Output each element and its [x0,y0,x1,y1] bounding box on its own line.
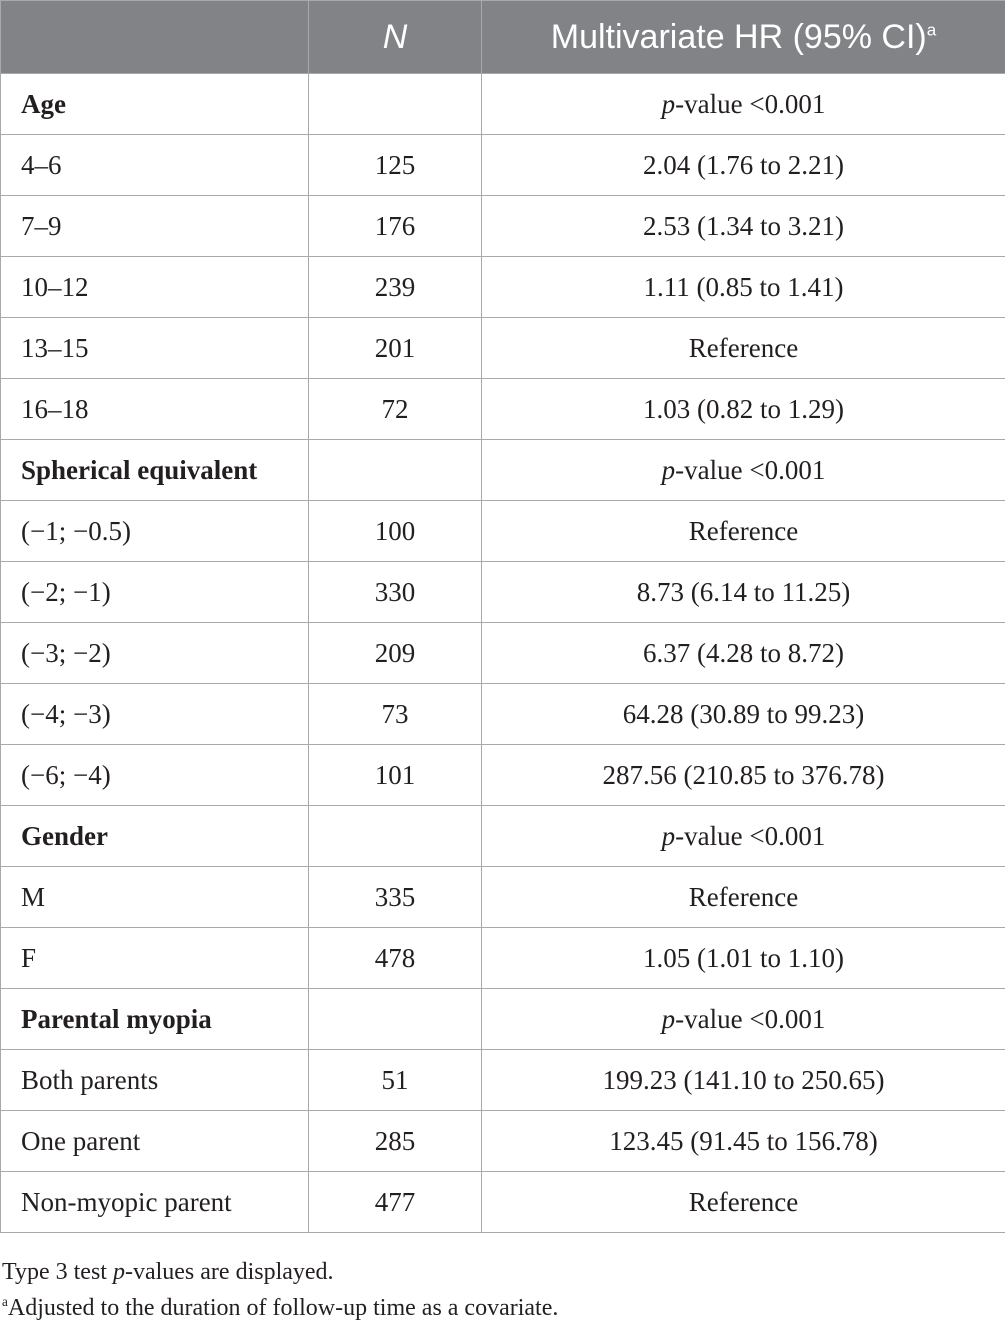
p-value-text: -value <0.001 [675,1003,826,1034]
row-label: Both parents [1,1050,309,1111]
row-label: (−3; −2) [1,623,309,684]
header-hr-text: Multivariate HR (95% CI) [550,17,927,56]
row-label: F [1,928,309,989]
row-hr: 199.23 (141.10 to 250.65) [482,1050,1005,1111]
table-row [1,501,1005,562]
row-n: 101 [309,745,482,806]
footnote-type3-p: p [112,1259,125,1285]
row-label: 7–9 [1,196,309,257]
p-italic: p [661,88,676,119]
section-p-value [482,989,1005,1050]
row-label: 10–12 [1,257,309,318]
row-hr: 8.73 (6.14 to 11.25) [482,562,1005,623]
row-hr: 2.04 (1.76 to 2.21) [482,135,1005,196]
section-n-empty [309,440,482,501]
table-row [1,745,1005,806]
footnote-type3 [2,1259,334,1286]
section-p-value [482,806,1005,867]
section-n-empty [309,806,482,867]
header-blank [1,1,309,74]
row-hr: 287.56 (210.85 to 376.78) [482,745,1005,806]
table-row [1,379,1005,440]
row-label: (−6; −4) [1,745,309,806]
row-n: 176 [309,196,482,257]
row-label: Non-myopic parent [1,1172,309,1233]
table-row [1,1050,1005,1111]
p-value-text: -value <0.001 [675,88,826,119]
row-label: 4–6 [1,135,309,196]
row-n: 478 [309,928,482,989]
row-label: (−2; −1) [1,562,309,623]
header-hr-footnote-mark: a [926,20,937,40]
table-header-row [1,1,1005,74]
section-header-row [1,989,1005,1050]
row-n: 330 [309,562,482,623]
table-row [1,928,1005,989]
p-value-text: -value <0.001 [675,454,826,485]
p-italic: p [661,820,676,851]
header-multivariate-hr [482,1,1005,74]
row-n: 201 [309,318,482,379]
table-row [1,1111,1005,1172]
row-label: 16–18 [1,379,309,440]
row-hr: 2.53 (1.34 to 3.21) [482,196,1005,257]
table-row [1,1172,1005,1233]
section-n-empty [309,74,482,135]
row-n: 239 [309,257,482,318]
row-hr: Reference [482,318,1005,379]
footnote-type3-pre: Type 3 test [2,1259,113,1285]
row-label: One parent [1,1111,309,1172]
p-italic: p [661,1003,676,1034]
row-n: 51 [309,1050,482,1111]
section-title: Spherical equivalent [1,440,309,501]
table-row [1,196,1005,257]
footnote-adjusted-text: Adjusted to the duration of follow-up time as a covariate. [7,1295,559,1321]
footnote-type3-post: -values are displayed. [124,1259,334,1285]
row-n: 100 [309,501,482,562]
section-p-value [482,74,1005,135]
table-row [1,623,1005,684]
table-body [1,74,1005,1233]
row-hr: 123.45 (91.45 to 156.78) [482,1111,1005,1172]
table-row [1,318,1005,379]
section-title: Parental myopia [1,989,309,1050]
section-title: Gender [1,806,309,867]
row-hr: 1.05 (1.01 to 1.10) [482,928,1005,989]
section-n-empty [309,989,482,1050]
footnote-adjusted-mark: a [2,1294,8,1309]
row-hr: Reference [482,501,1005,562]
table-row [1,867,1005,928]
section-header-row [1,440,1005,501]
row-hr: Reference [482,1172,1005,1233]
section-p-value [482,440,1005,501]
row-n: 125 [309,135,482,196]
row-n: 72 [309,379,482,440]
row-label: (−4; −3) [1,684,309,745]
row-n: 73 [309,684,482,745]
p-italic: p [661,454,676,485]
row-n: 209 [309,623,482,684]
row-hr: 1.11 (0.85 to 1.41) [482,257,1005,318]
row-n: 335 [309,867,482,928]
p-value-text: -value <0.001 [675,820,826,851]
row-hr: 1.03 (0.82 to 1.29) [482,379,1005,440]
table-row [1,562,1005,623]
row-label: M [1,867,309,928]
row-label: (−1; −0.5) [1,501,309,562]
table-row [1,257,1005,318]
section-header-row [1,806,1005,867]
row-hr: 6.37 (4.28 to 8.72) [482,623,1005,684]
row-label: 13–15 [1,318,309,379]
table-row [1,135,1005,196]
row-n: 477 [309,1172,482,1233]
section-title: Age [1,74,309,135]
row-hr: 64.28 (30.89 to 99.23) [482,684,1005,745]
table-row [1,684,1005,745]
section-header-row [1,74,1005,135]
row-hr: Reference [482,867,1005,928]
footnote-adjusted [2,1295,558,1322]
row-n: 285 [309,1111,482,1172]
header-n: N [309,1,482,74]
